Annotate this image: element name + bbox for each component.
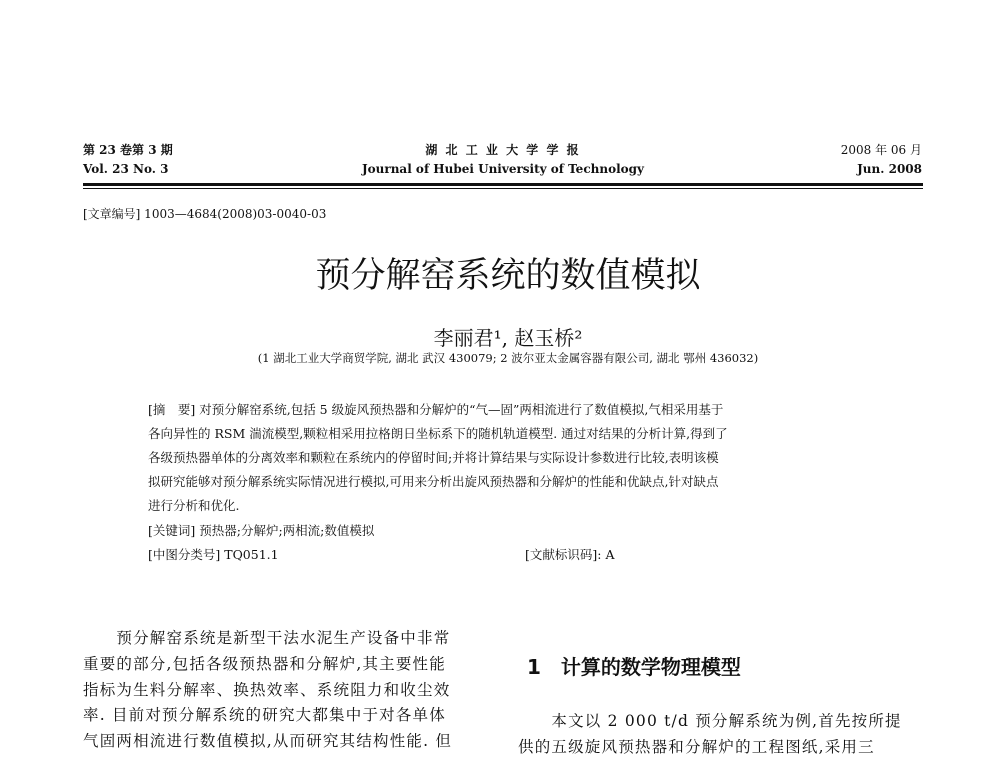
abstract-line: 各级预热器单体的分离效率和颗粒在系统内的停留时间;并将计算结果与实际设计参数进行比较,表明该模 — [148, 450, 719, 465]
abstract-line: 各向异性的 RSM 湍流模型,颗粒相采用拉格朗日坐标系下的随机轨道模型. 通过对结果的分析计算,得到了 — [148, 426, 728, 441]
journal-en: Journal of Hubei University of Technology — [361, 162, 645, 176]
journal-cn: 湖 北 工 业 大 学 学 报 — [425, 143, 581, 157]
date-en: Jun. 2008 — [857, 162, 922, 176]
document-code: [文献标识码]: A — [525, 547, 615, 562]
volume-cn: 第 23 卷第 3 期 — [83, 143, 173, 157]
body-line: 供的五级旋风预热器和分解炉的工程图纸,采用三 — [518, 738, 875, 756]
body-line: 本文以 2 000 t/d 预分解系统为例,首先按所提 — [518, 712, 902, 730]
body-line: 率. 目前对预分解系统的研究大都集中于对各单体 — [83, 706, 446, 724]
abstract-line: 拟研究能够对预分解系统实际情况进行模拟,可用来分析出旋风预热器和分解炉的性能和优缺点,针对缺点 — [148, 474, 719, 489]
affiliation: (1 湖北工业大学商贸学院, 湖北 武汉 430079; 2 波尔亚太金属容器有限公司, 湖北 鄂州 436032) — [257, 351, 759, 365]
volume-en: Vol. 23 No. 3 — [83, 162, 169, 176]
header-rule-thick — [83, 183, 923, 186]
section-heading: 1 计算的数学物理模型 — [527, 655, 741, 679]
abstract-line: 进行分析和优化. — [148, 498, 240, 513]
classification-number: [中图分类号] TQ051.1 — [148, 547, 279, 562]
abstract-line: [摘 要] 对预分解窑系统,包括 5 级旋风预热器和分解炉的“气—固”两相流进行了数值模拟,气相采用基于 — [148, 402, 724, 417]
paper-title: 预分解窑系统的数值模拟 — [315, 256, 701, 296]
body-line: 重要的部分,包括各级预热器和分解炉,其主要性能 — [83, 655, 446, 673]
body-line: 指标为生料分解率、换热效率、系统阻力和收尘效 — [83, 681, 451, 699]
body-line: 预分解窑系统是新型干法水泥生产设备中非常 — [83, 629, 451, 647]
date-cn: 2008 年 06 月 — [840, 143, 922, 157]
keywords: [关键词] 预热器;分解炉;两相流;数值模拟 — [148, 523, 375, 538]
header-rule-thin — [83, 188, 923, 189]
authors: 李丽君¹, 赵玉桥² — [433, 326, 583, 350]
article-number: [文章编号] 1003—4684(2008)03-0040-03 — [83, 207, 327, 221]
body-line: 气固两相流进行数值模拟,从而研究其结构性能. 但 — [83, 732, 453, 750]
